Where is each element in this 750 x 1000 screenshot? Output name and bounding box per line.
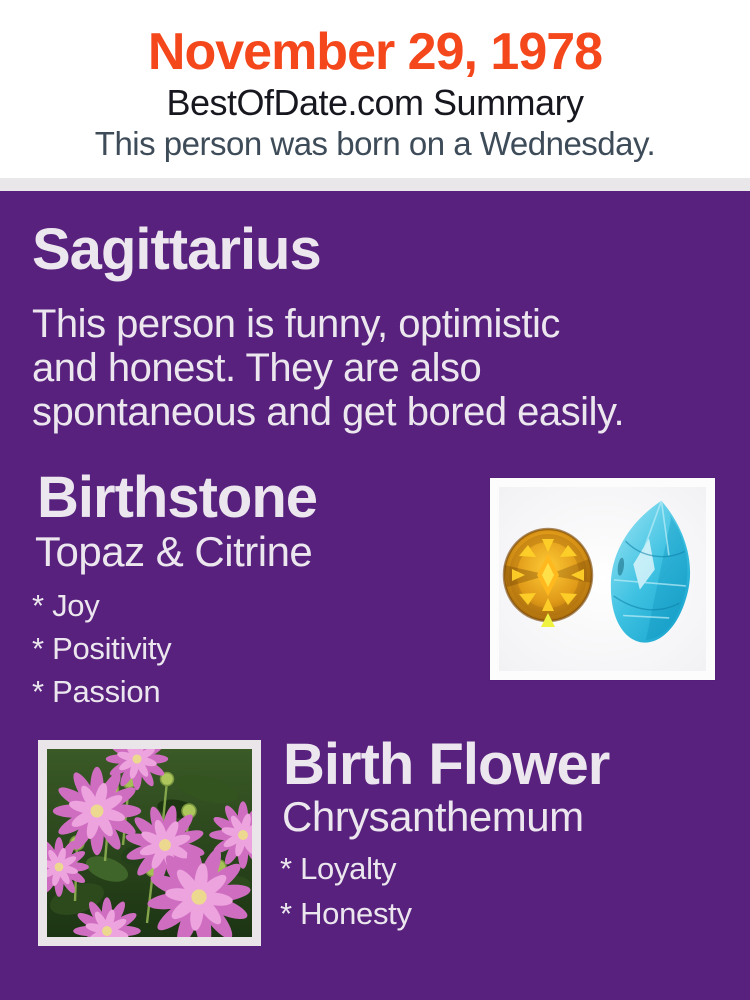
chrysanthemum-illustration	[47, 749, 252, 937]
zodiac-sign-heading: Sagittarius	[32, 217, 321, 282]
zodiac-description	[32, 302, 624, 434]
weekday-note: This person was born on a Wednesday.	[94, 125, 656, 162]
header-divider	[0, 178, 750, 191]
zodiac-description-line: This person is funny, optimistic	[32, 302, 560, 346]
birthstone-heading: Birthstone	[37, 465, 317, 530]
birth-flower-image	[38, 740, 261, 946]
birth-flower-heading: Birth Flower	[283, 732, 610, 797]
date-title: November 29, 1978	[147, 23, 603, 81]
birth-flower-trait: * Honesty	[280, 896, 412, 931]
gemstones-illustration	[499, 487, 706, 671]
gemstones-image	[490, 478, 715, 680]
birthstone-names: Topaz & Citrine	[35, 528, 313, 575]
site-summary-title: BestOfDate.com Summary	[166, 82, 584, 123]
birth-flower-name: Chrysanthemum	[282, 793, 584, 840]
birthstone-trait: * Positivity	[32, 631, 172, 666]
zodiac-description-line: spontaneous and get bored easily.	[32, 390, 625, 434]
summary-body	[0, 191, 750, 1000]
birthstone-trait: * Joy	[32, 588, 100, 623]
zodiac-description-line: and honest. They are also	[32, 346, 482, 390]
birthstone-trait: * Passion	[32, 674, 161, 709]
birth-flower-trait: * Loyalty	[280, 851, 397, 886]
header	[0, 0, 750, 178]
